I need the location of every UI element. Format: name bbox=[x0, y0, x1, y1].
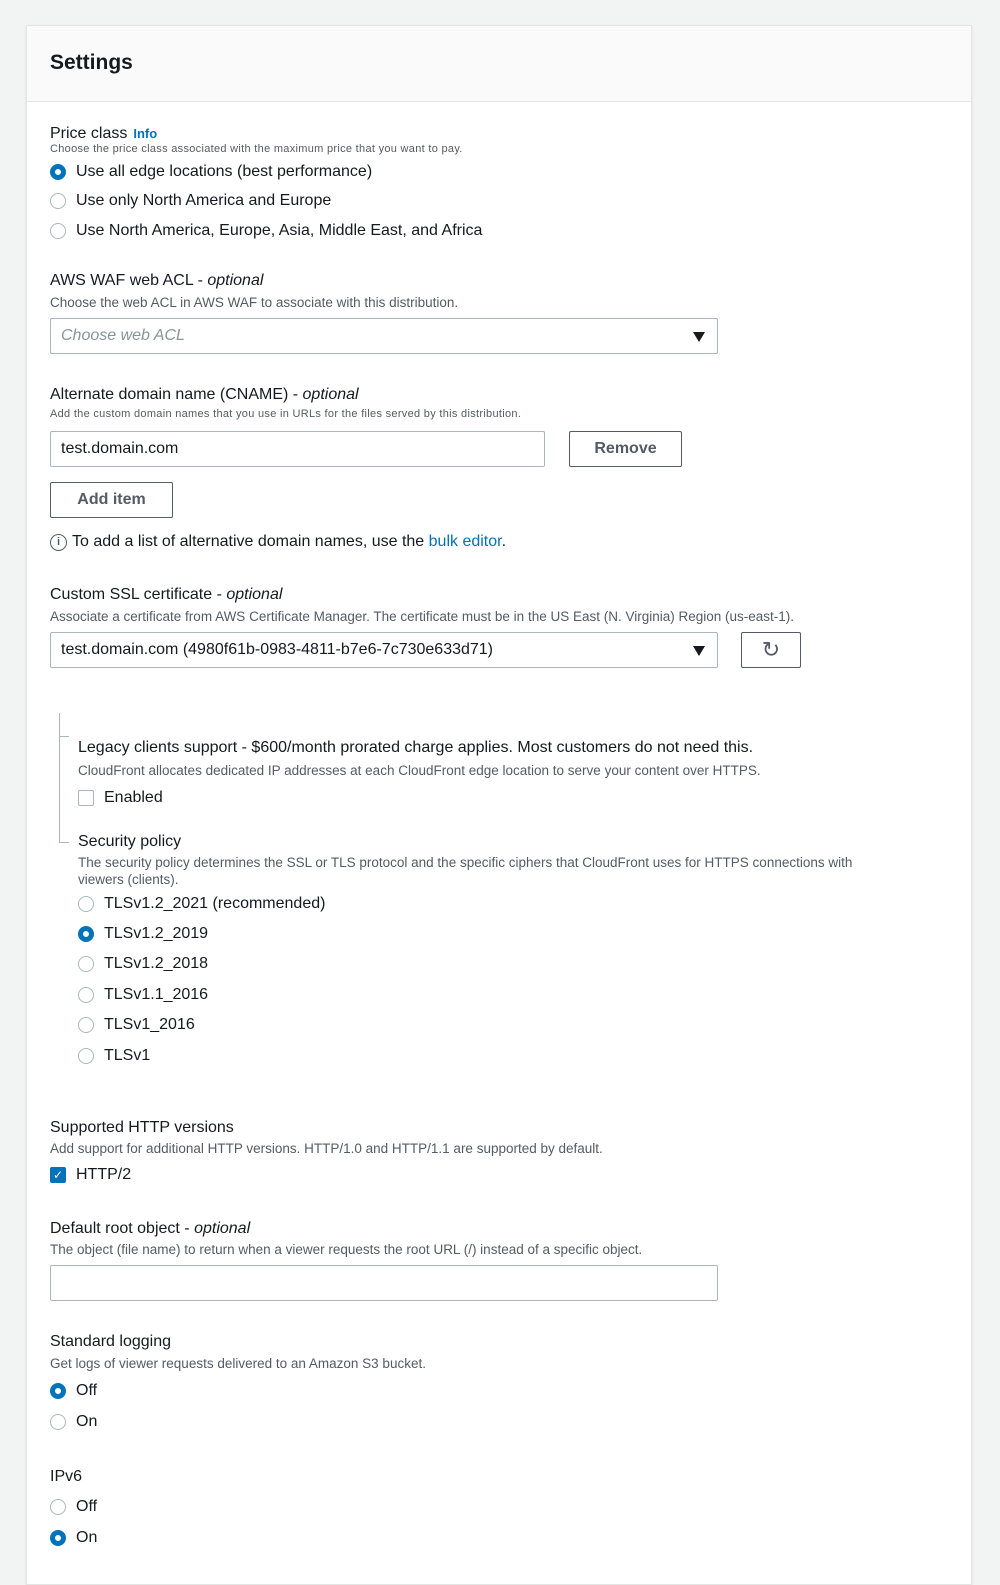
logging-label: Standard logging bbox=[50, 1333, 171, 1350]
option-label: On bbox=[76, 1529, 98, 1546]
tls-option[interactable] bbox=[78, 1016, 195, 1034]
page-title: Settings bbox=[50, 51, 133, 74]
price-class-option-na-eu-asia[interactable] bbox=[50, 222, 482, 240]
radio[interactable] bbox=[50, 223, 66, 239]
tls-option[interactable] bbox=[78, 986, 208, 1004]
cname-label-text: Alternate domain name (CNAME) - bbox=[50, 386, 303, 403]
security-policy-label: Security policy bbox=[78, 833, 182, 850]
root-object-label bbox=[50, 1220, 250, 1238]
cname-input[interactable]: test.domain.com bbox=[50, 431, 545, 467]
option-label: Use only North America and Europe bbox=[76, 192, 332, 209]
logging-off[interactable] bbox=[50, 1382, 97, 1400]
radio-selected[interactable] bbox=[78, 926, 94, 942]
legacy-clients-description: CloudFront allocates dedicated IP addresses at each CloudFront edge location to serve your content over HTTPS. bbox=[78, 763, 761, 778]
optional-tag: optional bbox=[226, 586, 283, 603]
option-label: TLSv1.2_2021 (recommended) bbox=[104, 895, 326, 912]
root-object-description: The object (file name) to return when a viewer requests the root URL (/) instead of a specific object. bbox=[50, 1242, 643, 1257]
price-class-option-na-eu[interactable] bbox=[50, 192, 331, 210]
radio-selected[interactable] bbox=[50, 164, 66, 180]
cname-label bbox=[50, 386, 359, 404]
hint-text: To add a list of alternative domain names, use the bbox=[72, 533, 429, 550]
legacy-enabled-checkbox[interactable] bbox=[78, 789, 163, 807]
bulk-editor-hint bbox=[50, 533, 506, 551]
option-label: TLSv1_2016 bbox=[104, 1016, 195, 1033]
price-class-label bbox=[50, 125, 157, 143]
optional-tag: optional bbox=[207, 272, 264, 289]
radio-selected[interactable] bbox=[50, 1530, 66, 1546]
refresh-button[interactable] bbox=[741, 632, 801, 668]
option-label: Use all edge locations (best performance) bbox=[76, 163, 373, 180]
ipv6-on[interactable] bbox=[50, 1529, 97, 1547]
root-object-input[interactable] bbox=[50, 1265, 718, 1301]
bulk-editor-link[interactable]: bulk editor bbox=[428, 533, 502, 550]
tls-option[interactable] bbox=[78, 925, 208, 943]
http-versions-label: Supported HTTP versions bbox=[50, 1119, 234, 1136]
ssl-label bbox=[50, 586, 282, 604]
cname-description: Add the custom domain names that you use in URLs for the files served by this distribution. bbox=[50, 408, 522, 420]
add-item-button[interactable]: Add item bbox=[50, 482, 173, 518]
ssl-certificate-select[interactable] bbox=[50, 632, 718, 668]
optional-tag: optional bbox=[194, 1220, 251, 1237]
http2-checkbox[interactable] bbox=[50, 1166, 131, 1184]
tls-option[interactable] bbox=[78, 955, 208, 973]
ssl-value: test.domain.com (4980f61b-0983-4811-b7e6-7c730e633d71) bbox=[61, 641, 494, 658]
logging-on[interactable] bbox=[50, 1413, 97, 1431]
logging-description: Get logs of viewer requests delivered to an Amazon S3 bucket. bbox=[50, 1356, 426, 1371]
waf-label-text: AWS WAF web ACL - bbox=[50, 272, 208, 289]
ssl-description: Associate a certificate from AWS Certificate Manager. The certificate must be in the US East (N. Virginia) Region (us-east-1). bbox=[50, 609, 795, 624]
option-label: Use North America, Europe, Asia, Middle East, and Africa bbox=[76, 222, 483, 239]
ipv6-label: IPv6 bbox=[50, 1468, 83, 1485]
option-label: Off bbox=[76, 1498, 98, 1515]
caret-down-icon bbox=[693, 332, 705, 342]
waf-description: Choose the web ACL in AWS WAF to associate with this distribution. bbox=[50, 295, 459, 310]
checkbox-label: Enabled bbox=[104, 789, 163, 806]
caret-down-icon bbox=[693, 646, 705, 656]
option-label: Off bbox=[76, 1382, 98, 1399]
option-label: On bbox=[76, 1413, 98, 1430]
radio[interactable] bbox=[50, 1499, 66, 1515]
radio[interactable] bbox=[50, 1414, 66, 1430]
option-label: TLSv1.2_2019 bbox=[104, 925, 209, 942]
radio[interactable] bbox=[78, 1017, 94, 1033]
optional-tag: optional bbox=[302, 386, 359, 403]
waf-select[interactable] bbox=[50, 318, 718, 354]
radio[interactable] bbox=[78, 896, 94, 912]
waf-placeholder: Choose web ACL bbox=[61, 327, 185, 344]
checkbox-checked[interactable]: ✓ bbox=[50, 1167, 66, 1183]
tls-option[interactable] bbox=[78, 1047, 150, 1065]
panel-header bbox=[27, 26, 971, 102]
remove-button[interactable]: Remove bbox=[569, 431, 682, 467]
legacy-clients-label: Legacy clients support - $600/month prorated charge applies. Most customers do not need this. bbox=[78, 739, 754, 756]
option-label: TLSv1.1_2016 bbox=[104, 986, 209, 1003]
hint-period: . bbox=[501, 533, 507, 550]
option-label: TLSv1 bbox=[104, 1047, 151, 1064]
tree-branch bbox=[59, 736, 69, 737]
info-icon: i bbox=[50, 534, 67, 551]
option-label: TLSv1.2_2018 bbox=[104, 955, 209, 972]
tree-branch bbox=[59, 842, 69, 843]
price-class-text: Price class bbox=[50, 125, 128, 142]
security-policy-description-2: viewers (clients). bbox=[78, 872, 179, 887]
waf-label bbox=[50, 272, 263, 290]
tls-option[interactable] bbox=[78, 895, 325, 913]
radio-selected[interactable] bbox=[50, 1383, 66, 1399]
ipv6-off[interactable] bbox=[50, 1498, 97, 1516]
radio[interactable] bbox=[78, 956, 94, 972]
refresh-icon: ↻ bbox=[761, 637, 781, 662]
tree-line bbox=[59, 713, 60, 843]
price-class-description: Choose the price class associated with the maximum price that you want to pay. bbox=[50, 143, 463, 155]
info-link[interactable]: Info bbox=[133, 126, 158, 141]
checkbox-label: HTTP/2 bbox=[76, 1166, 132, 1183]
settings-panel bbox=[26, 25, 972, 1585]
radio[interactable] bbox=[78, 987, 94, 1003]
ssl-label-text: Custom SSL certificate - bbox=[50, 586, 227, 603]
radio[interactable] bbox=[78, 1048, 94, 1064]
checkbox[interactable] bbox=[78, 790, 94, 806]
radio[interactable] bbox=[50, 193, 66, 209]
price-class-option-all[interactable] bbox=[50, 163, 372, 181]
security-policy-description: The security policy determines the SSL or TLS protocol and the specific ciphers that CloudFront uses for HTTPS connections with bbox=[78, 855, 853, 870]
root-label-text: Default root object - bbox=[50, 1220, 195, 1237]
http-versions-description: Add support for additional HTTP versions. HTTP/1.0 and HTTP/1.1 are supported by default. bbox=[50, 1141, 603, 1156]
